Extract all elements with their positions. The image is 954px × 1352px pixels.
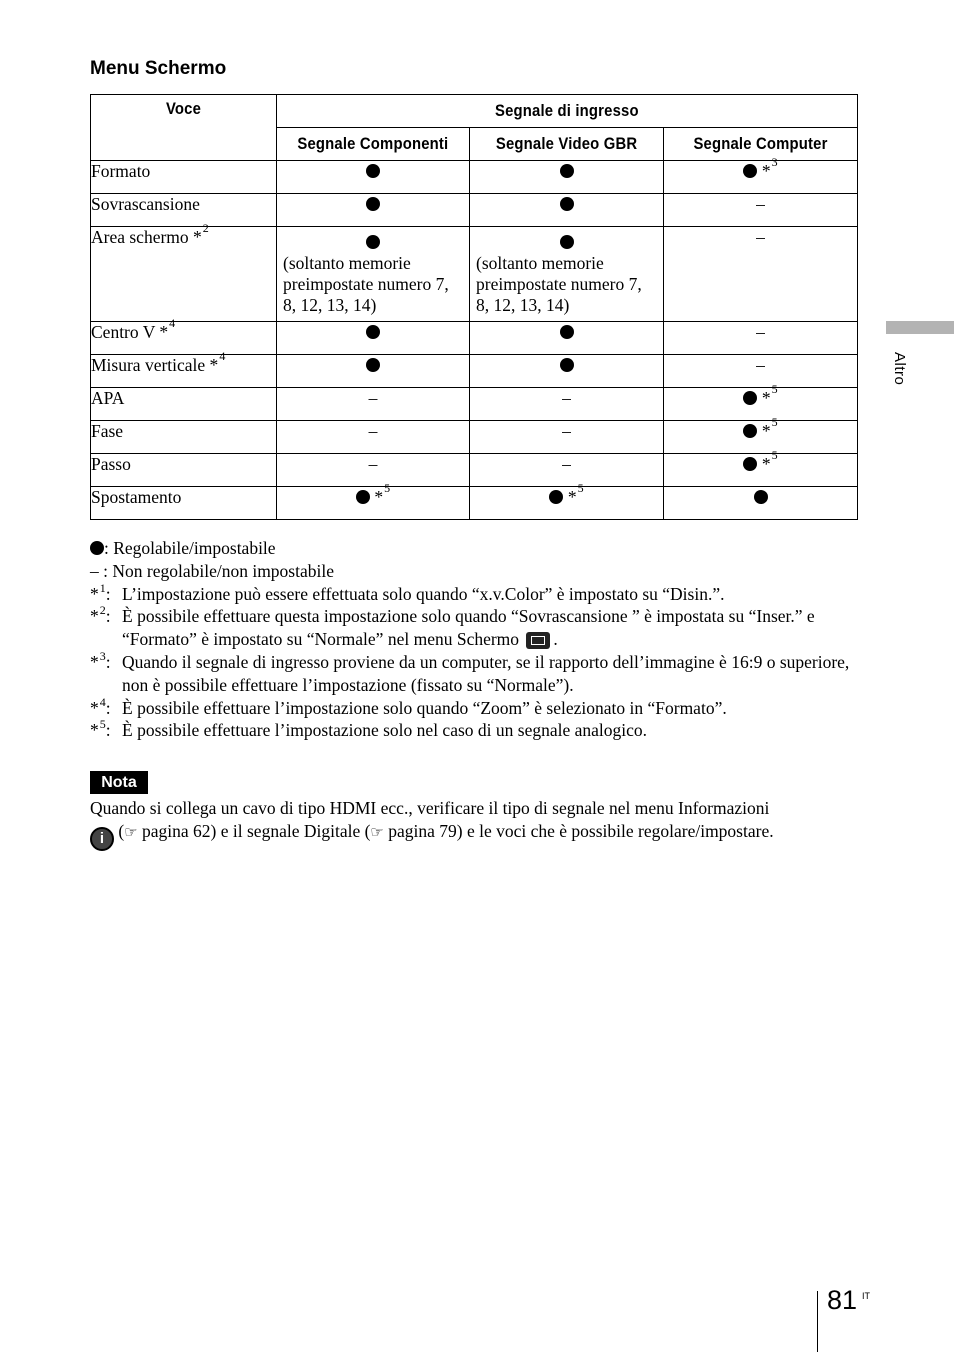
adjustable-dot-icon bbox=[366, 325, 380, 339]
adjustable-dot-icon bbox=[560, 325, 574, 339]
row-label: APA bbox=[91, 388, 277, 421]
table-row bbox=[91, 322, 858, 355]
adjustable-dot-icon bbox=[743, 391, 757, 405]
page-language: IT bbox=[862, 1291, 870, 1301]
adjustable-dot-icon bbox=[366, 164, 380, 178]
row-label: Fase bbox=[91, 421, 277, 454]
info-menu-icon: i bbox=[90, 827, 114, 851]
footnote: *$^3$: Quando il segnale di ingresso proviene da un computer, se il rapporto dell’immagine è 16:9 o superiore, non è possibile effettuare l’impostazione (fissato su “Normale”). bbox=[90, 648, 850, 695]
header-voce: Voce bbox=[91, 95, 277, 161]
adjustable-dot-icon bbox=[560, 197, 574, 211]
not-adjustable: – bbox=[664, 355, 858, 388]
legend-not-adjustable: – : Non regolabile/non impostabile bbox=[90, 560, 334, 581]
header-computer: Segnale Computer bbox=[664, 128, 858, 161]
legend-adjustable: : Regolabile/impostabile bbox=[90, 537, 860, 560]
table-row: Spostamento *$^5$ *$^5$ bbox=[91, 487, 858, 520]
section-title: Menu Schermo bbox=[90, 58, 227, 79]
row-label: Sovrascansione bbox=[91, 194, 277, 227]
adjustable-dot-icon bbox=[366, 235, 380, 249]
not-adjustable: – bbox=[470, 454, 664, 487]
not-adjustable: – bbox=[470, 421, 664, 454]
cell-note: (soltanto memorie preimpostate numero 7, 8, 12, 13, 14) bbox=[283, 253, 449, 315]
adjustable-dot-icon bbox=[549, 490, 563, 504]
footnote-ref: 5 bbox=[384, 481, 391, 495]
adjustable-dot-icon bbox=[560, 235, 574, 249]
adjustable-dot-icon bbox=[743, 457, 757, 471]
row-label: Passo bbox=[91, 454, 277, 487]
footnote: *$^4$: È possibile effettuare l’impostazione solo quando “Zoom” è selezionato in “Formato”. bbox=[90, 694, 727, 718]
page-rule bbox=[817, 1291, 818, 1352]
footnote-ref: 5 bbox=[771, 448, 778, 462]
not-adjustable: – bbox=[664, 322, 858, 355]
adjustable-dot-icon bbox=[90, 541, 104, 555]
row-label: Formato bbox=[91, 161, 277, 194]
table-row: Formato *$^3$ bbox=[91, 161, 858, 194]
row-label: Spostamento bbox=[91, 487, 277, 520]
screen-menu-icon bbox=[526, 632, 550, 649]
table-row: APA – – *$^5$ bbox=[91, 388, 858, 421]
nota-label: Nota bbox=[90, 771, 148, 794]
table-row: Fase – – *$^5$ bbox=[91, 421, 858, 454]
table-row bbox=[91, 355, 858, 388]
settings-table bbox=[90, 94, 858, 520]
adjustable-dot-icon bbox=[366, 197, 380, 211]
side-tab-marker bbox=[886, 321, 954, 334]
table-row: Passo – – *$^5$ bbox=[91, 454, 858, 487]
adjustable-dot-icon bbox=[743, 424, 757, 438]
nota-text: Quando si collega un cavo di tipo HDMI ecc., verificare il tipo di segnale nel menu Informazioni i (☞ pagina 62) e il segnale Digitale (☞ pagina 79) e le voci che è possibile regolare/impostare. bbox=[90, 797, 870, 851]
not-adjustable: – bbox=[277, 454, 470, 487]
header-componenti: Segnale Componenti bbox=[277, 128, 470, 161]
footnote-ref: 5 bbox=[771, 415, 778, 429]
table-row bbox=[91, 227, 858, 322]
adjustable-dot-icon bbox=[560, 358, 574, 372]
footnote: *$^1$: L’impostazione può essere effettuata solo quando “x.v.Color” è impostato su “Disin.”. bbox=[90, 580, 725, 604]
adjustable-dot-icon bbox=[743, 164, 757, 178]
adjustable-dot-icon bbox=[366, 358, 380, 372]
footnotes bbox=[90, 537, 860, 742]
row-label: Area schermo *$^2$ bbox=[91, 227, 277, 322]
adjustable-dot-icon bbox=[356, 490, 370, 504]
not-adjustable: – bbox=[664, 227, 858, 322]
side-section-label: Altro bbox=[891, 352, 908, 386]
not-adjustable: – bbox=[664, 194, 858, 227]
header-segnale-ingresso: Segnale di ingresso bbox=[277, 95, 858, 128]
header-video-gbr: Segnale Video GBR bbox=[470, 128, 664, 161]
footnote-ref: 5 bbox=[771, 382, 778, 396]
adjustable-dot-icon bbox=[754, 490, 768, 504]
cell-note: (soltanto memorie preimpostate numero 7, 8, 12, 13, 14) bbox=[476, 253, 642, 315]
footnote-ref: 5 bbox=[577, 481, 584, 495]
row-label: Centro V *$^4$ bbox=[91, 322, 277, 355]
adjustable-dot-icon bbox=[560, 164, 574, 178]
not-adjustable: – bbox=[277, 421, 470, 454]
footnote-ref: 3 bbox=[771, 155, 778, 169]
not-adjustable: – bbox=[470, 388, 664, 421]
row-label: Misura verticale *$^4$ bbox=[91, 355, 277, 388]
page-ref-icon: ☞ bbox=[124, 823, 138, 841]
not-adjustable: – bbox=[277, 388, 470, 421]
footnote: *$^5$: È possibile effettuare l’impostazione solo nel caso di un segnale analogico. bbox=[90, 717, 648, 741]
page-ref-icon: ☞ bbox=[370, 823, 384, 841]
footnote: *$^2$: È possibile effettuare questa impostazione solo quando “Sovrascansione ” è impostata su “Inser.” e “Formato” è impostato su “Normale” nel menu Schermo . bbox=[90, 603, 815, 650]
page-number: 81 bbox=[827, 1285, 858, 1315]
